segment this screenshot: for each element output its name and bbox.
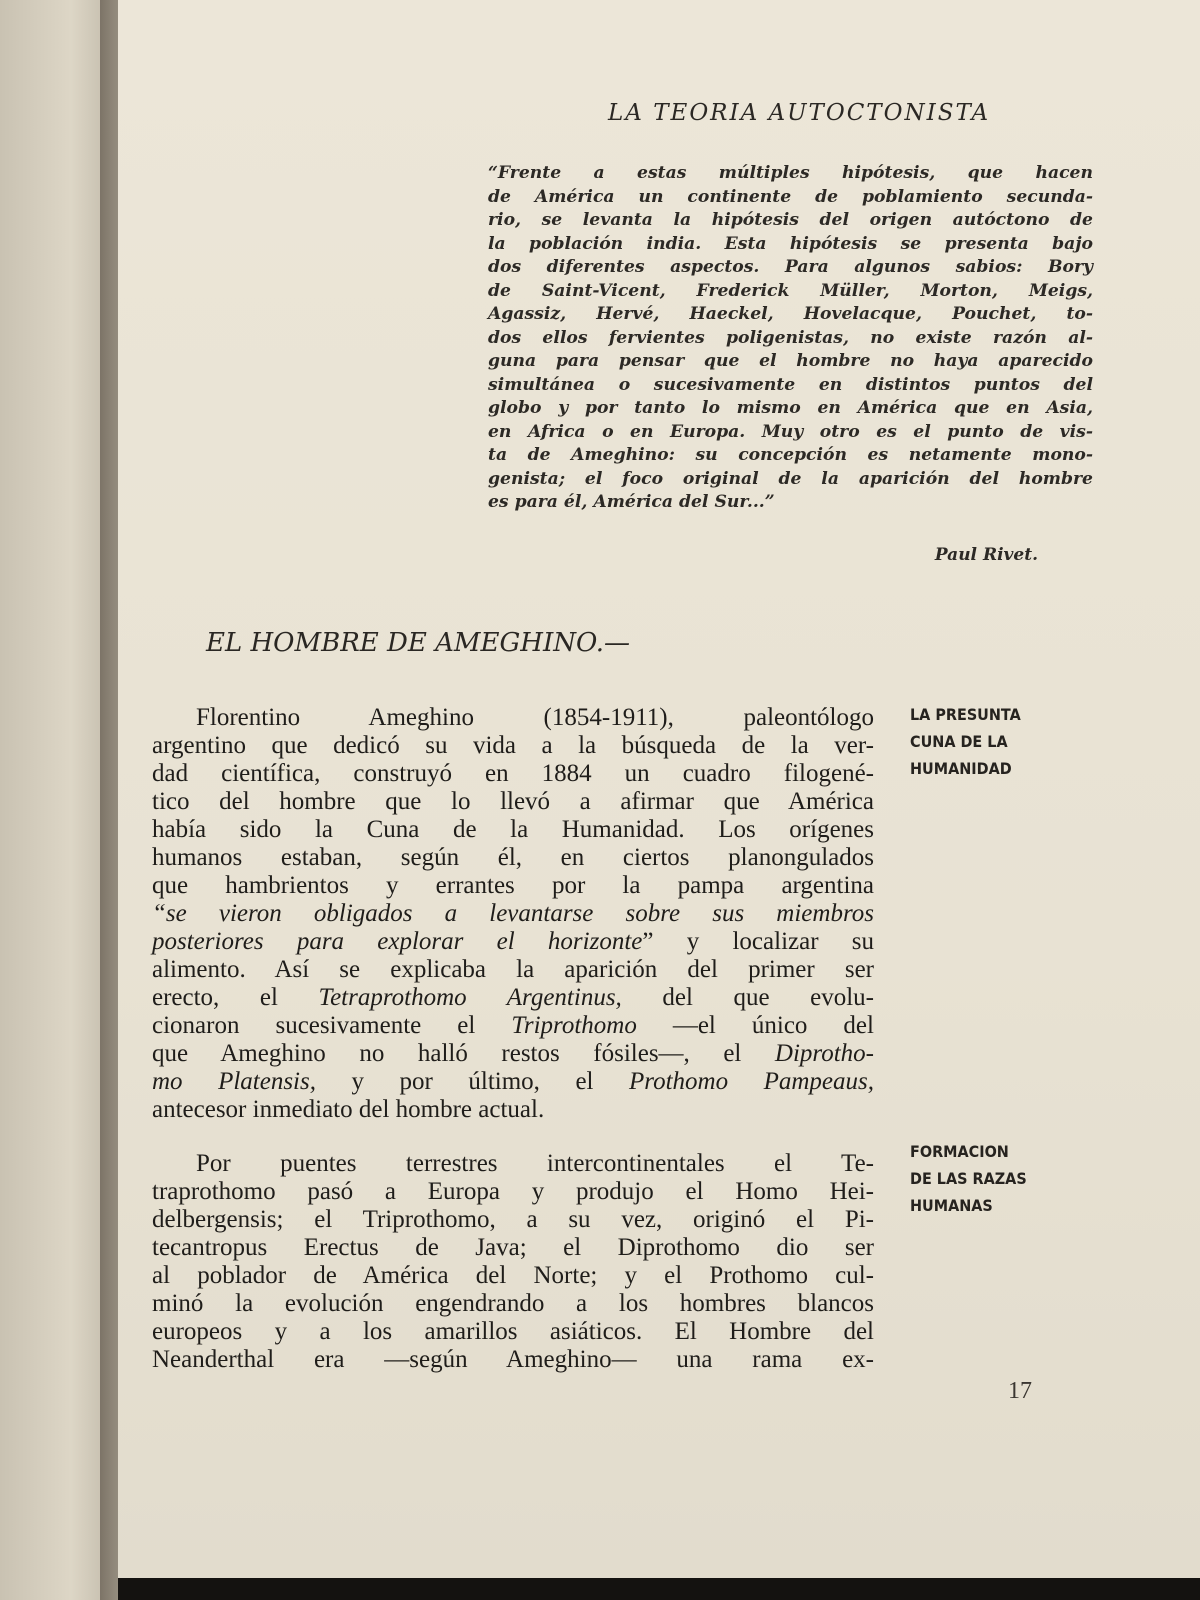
margin-note-line: FORMACION [910,1142,1009,1161]
text-run: que Ameghino no halló restos fósiles—, el [152,1040,775,1067]
text-run: y por último, el [316,1068,630,1095]
epigraph-line: la población india. Esta hipótesis se presenta bajo [488,233,1093,254]
margin-note-line: HUMANIDAD [910,759,1012,778]
epigraph-line: de Saint-Vicent, Frederick Müller, Morton, Meigs, [488,280,1093,301]
margin-note-line: DE LAS RAZAS [910,1169,1027,1188]
epigraph-line: “Frente a estas múltiples hipótesis, que hacen [488,163,1093,183]
margin-note-cuna [910,701,1054,782]
text-line [152,1068,874,1096]
section-heading: EL HOMBRE DE AMEGHINO.— [206,628,631,658]
epigraph-line: en Africa o en Europa. Muy otro es el punto de vis- [488,421,1093,442]
text-line: Florentino Ameghino (1854-1911), paleontólogo [196,704,874,731]
text-line: humanos estaban, según él, en ciertos planongulados [152,844,874,871]
page-number: 17 [1008,1378,1032,1404]
epigraph-line: globo y por tanto lo mismo en América que en Asia, [488,398,1093,418]
text-run: del que evolu- [621,984,874,1011]
text-line: argentino que dedicó su vida a la búsqueda de la ver- [152,732,874,759]
text-line [152,1012,874,1040]
text-line: antecesor inmediato del hombre actual. [152,1096,545,1123]
text-line: europeos y a los amarillos asiáticos. El Hombre del [152,1318,874,1345]
epigraph-line: Agassiz, Hervé, Haeckel, Hovelacque, Pouchet, to- [488,304,1093,324]
species-name: Triprothomo [511,1012,637,1039]
text-line: había sido la Cuna de la Humanidad. Los orígenes [152,816,874,843]
epigraph-line: dos diferentes aspectos. Para algunos sabios: Bory [488,257,1093,277]
text-line: traprothomo pasó a Europa y produjo el Homo Hei- [152,1178,874,1205]
epigraph-line: ta de Ameghino: su concepción es netamente mono- [488,445,1093,465]
text-line: tico del hombre que lo llevó a afirmar que América [152,788,874,815]
text-line: Por puentes terrestres intercontinentales el Te- [196,1150,874,1177]
epigraph-line: rio, se levanta la hipótesis del origen autóctono de [488,210,1093,230]
italic-quote: posteriores para explorar el horizonte [152,928,643,955]
margin-note-razas [910,1138,1054,1219]
species-name: Tetraprothomo Argentinus, [318,984,622,1011]
text-line: tecantropus Erectus de Java; el Diprothomo dio ser [152,1234,874,1261]
paragraph-2 [152,1150,874,1374]
text-line: que hambrientos y errantes por la pampa argentina [152,872,874,899]
text-line: dad científica, construyó en 1884 un cuadro filogené- [152,760,874,787]
margin-note-line: LA PRESUNTA [910,705,1021,724]
text-line [152,900,874,928]
text-line [152,1040,874,1068]
epigraph-attribution: Paul Rivet. [934,545,1038,565]
text-line: delbergensis; el Triprothomo, a su vez, originó el Pi- [152,1206,874,1233]
epigraph-line: de América un continente de poblamiento secunda- [488,186,1093,207]
text-line [152,928,874,956]
epigraph-line: es para él, América del Sur...” [488,492,775,512]
species-name: mo Platensis, [152,1068,316,1095]
book-page [118,0,1200,1578]
page-bottom-shadow [118,1578,1200,1600]
epigraph-quote [488,162,1093,515]
epigraph-line: guna para pensar que el hombre no haya aparecido [488,351,1093,371]
margin-note-line: CUNA DE LA [910,732,1008,751]
paragraph-1 [152,704,874,1124]
margin-note-line: HUMANAS [910,1196,993,1215]
species-name: Diprotho- [774,1040,874,1067]
running-head: LA TEORIA AUTOCTONISTA [608,100,991,126]
text-run: cionaron sucesivamente el [152,1012,512,1039]
species-name: Prothomo Pampeaus, [629,1068,875,1095]
text-run: —el único del [636,1012,874,1039]
text-line: Neanderthal era —según Ameghino— una rama ex- [152,1346,874,1373]
epigraph-line: simultánea o sucesivamente en distintos puntos del [488,374,1093,395]
text-run: erecto, el [152,984,319,1011]
text-run: ” y localizar su [642,928,875,955]
text-line [152,984,874,1012]
text-line: al poblador de América del Norte; y el Prothomo cul- [152,1262,874,1289]
epigraph-line: genista; el foco original de la aparición del hombre [488,468,1093,489]
text-line: alimento. Así se explicaba la aparición del primer ser [152,956,874,983]
italic-quote: “se vieron obligados a levantarse sobre sus miembros [152,900,874,927]
epigraph-line: dos ellos fervientes poligenistas, no existe razón al- [488,327,1093,348]
text-line: minó la evolución engendrando a los hombres blancos [152,1290,874,1317]
